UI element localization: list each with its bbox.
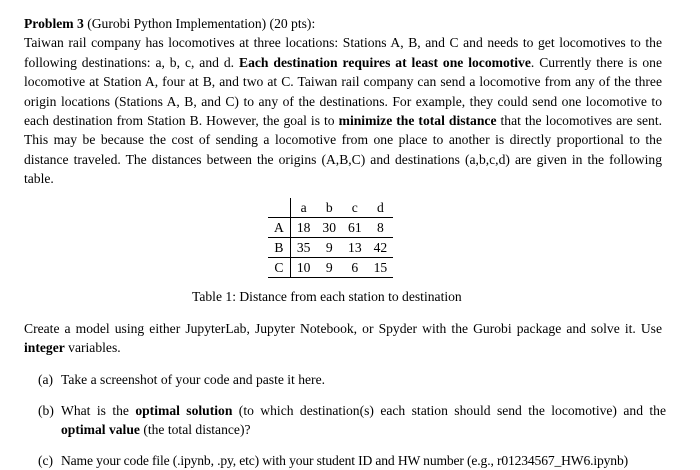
task-instructions (24, 319, 662, 358)
table-cell: 8 (368, 218, 394, 238)
subquestion-label: (b) (38, 403, 54, 418)
problem-intro-2: . Currently there is one locomotive at Station A, four at B, and two at C. Taiwan rail company can send a locomotive from any of the three origin locations (Stations A, B, and C) to any of the destinations. For example, they could send one locomotive to each destination from Station B. However, the goal is to (24, 54, 662, 129)
subquestion-text-3: (the total distance)? (139, 422, 251, 438)
problem-intro-bold-2: minimize the total distance (338, 113, 497, 129)
subquestion-label: (a) (38, 372, 54, 387)
task-text-1: Create a model using either JupyterLab, Jupyter Notebook, or Spyder with the Gurobi package and solve it. Use (24, 321, 662, 336)
table-row (268, 258, 393, 278)
task-text-2: variables. (64, 340, 121, 356)
row-header-b: B (268, 238, 290, 258)
column-header-a: a (290, 198, 316, 218)
row-header-c: C (268, 258, 290, 278)
table-cell: 30 (316, 218, 342, 238)
column-header-d: d (368, 198, 394, 218)
subquestion-text-1: Take a screenshot of your code and paste it here. (61, 372, 326, 387)
problem-statement (24, 14, 662, 189)
table-header-row (268, 198, 393, 218)
subquestion-label: (c) (38, 453, 54, 468)
table-cell: 61 (342, 218, 368, 238)
subquestion-b (38, 401, 666, 440)
subquestion-text-2: (to which destination(s) each station should send the locomotive) and the (232, 403, 667, 418)
table-cell: 42 (368, 238, 394, 258)
subquestion-text-1: What is the (61, 403, 136, 418)
subquestion-text (61, 401, 666, 440)
table-cell: 18 (290, 218, 316, 238)
row-header-a: A (268, 218, 290, 238)
subquestion-a (38, 370, 666, 389)
column-header-c: c (342, 198, 368, 218)
problem-paragraph (24, 14, 662, 189)
task-paragraph (24, 319, 662, 358)
table-cell: 13 (342, 238, 368, 258)
subquestion-bold-1: optimal solution (135, 403, 233, 418)
problem-intro-1: Taiwan rail company has locomotives at three locations: Stations A, B, and C and needs to get locomotives to the following destinations: a, b, c, and d. (24, 35, 662, 70)
subquestion-c (38, 451, 666, 470)
column-header-b: b (316, 198, 342, 218)
distance-table (268, 198, 393, 278)
problem-intro-bold-1: Each destination requires at least one locomotive (239, 54, 531, 70)
problem-subtitle: (Gurobi Python Implementation) (20 pts): (87, 16, 316, 31)
table-cell: 9 (316, 258, 342, 278)
problem-intro-3: that the locomotives are sent. This may be because the cost of sending a locomotive from one place to another is directly proportional to the distance traveled. The distances between the origins (A,B,C) and destinations (a,b,c,d) are given in the following table. (24, 113, 662, 187)
problem-heading: Problem 3 (24, 16, 84, 31)
subquestion-text (61, 370, 666, 389)
subquestion-bold-2: optimal value (61, 422, 140, 438)
table-row (268, 218, 393, 238)
table-cell: 10 (290, 258, 316, 278)
table-cell: 9 (316, 238, 342, 258)
subquestion-text (61, 451, 666, 470)
table-cell: 35 (290, 238, 316, 258)
table-cell: 15 (368, 258, 394, 278)
task-text-bold: integer (24, 340, 65, 356)
table-cell: 6 (342, 258, 368, 278)
table-corner-cell (268, 198, 290, 218)
distance-table-wrapper (268, 198, 393, 278)
table-row (268, 238, 393, 258)
subquestion-text-1: Name your code file (.ipynb, .py, etc) with your student ID and HW number (e.g., r01234567_HW6.ipynb) (61, 453, 628, 468)
table-caption: Table 1: Distance from each station to destination (192, 289, 462, 304)
